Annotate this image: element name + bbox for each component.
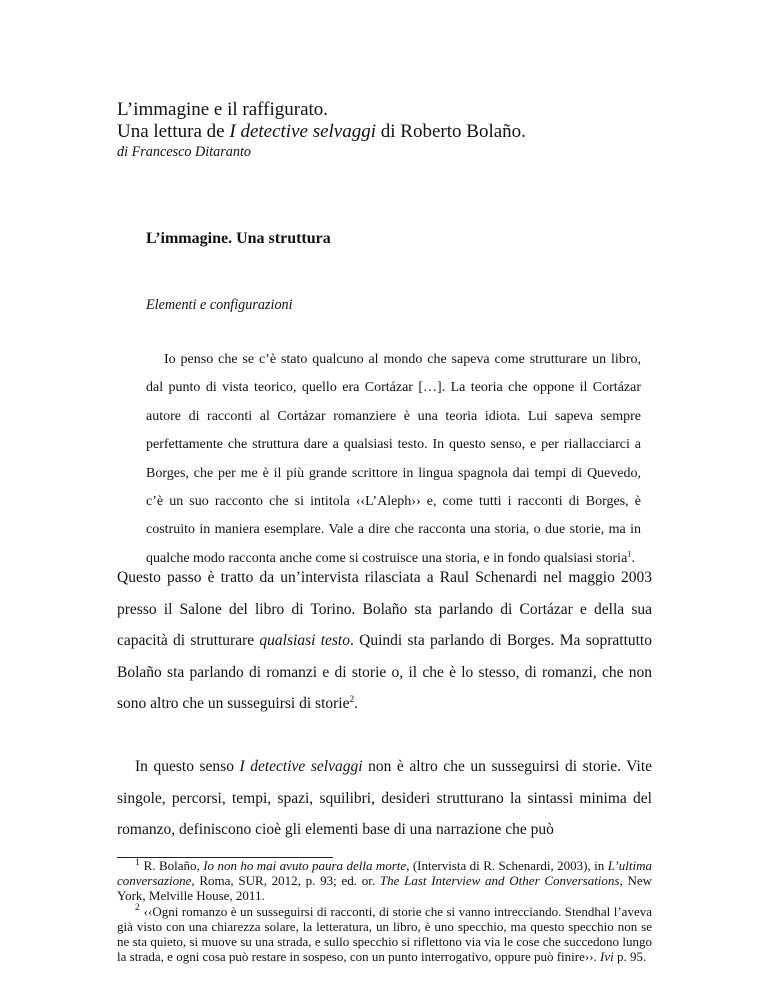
footnote-2-text-b: p. 95. (613, 949, 647, 965)
section-heading: L’immagine. Una struttura (146, 230, 331, 247)
footnote-1-number: 1 (135, 857, 140, 868)
paragraph-1-text-b: . Quindi sta parlando di Borges. Ma soprattutto Bolaño sta parlando di romanzi e di storie o, il che è lo stesso, di romanzi, che non sono altro che un susseguirsi di storie (117, 632, 652, 712)
paragraph-2-text-a: In questo senso (135, 758, 240, 775)
article-title (117, 99, 737, 143)
title-line-2-post: di Roberto Bolaño. (376, 121, 526, 142)
subsection-heading: Elementi e configurazioni (146, 297, 293, 313)
paragraph-1-text-a: Questo passo è tratto da un’intervista rilasciata a Raul Schenardi nel maggio 2003 presso il Salone del libro di Torino. Bolaño sta parlando di Cortázar e della sua capacità di strutturare (117, 569, 652, 649)
footnote-1-text-d: New York, Melville House, 2011. (117, 873, 653, 904)
quote-tail: . (631, 550, 635, 566)
footnote-2-italic-1: Ivi (600, 949, 614, 965)
title-line-2-pre: Una lettura de (117, 121, 230, 142)
footnote-1-italic-1: Io non ho mai avuto paura della morte (203, 858, 407, 873)
paragraph-1-italic: qualsiasi testo (259, 632, 350, 649)
footnote-1-italic-2: L’ultima conversazione (117, 858, 652, 889)
paragraph-1-tail: . (354, 695, 359, 712)
title-book-name: I detective selvaggi (229, 121, 377, 142)
body-paragraph-2 (117, 751, 652, 846)
footnote-ref-1[interactable]: 1 (627, 549, 632, 559)
footnote-1-text-a: R. Bolaño, (143, 858, 204, 873)
footnote-1-text-c: , Roma, SUR, 2012, p. 93; ed. or. (191, 873, 380, 889)
title-line-1: L’immagine e il raffigurato. (117, 99, 329, 120)
footnote-1 (117, 858, 652, 904)
footnote-ref-2[interactable]: 2 (349, 694, 355, 705)
footnote-2 (117, 904, 652, 965)
title-line-2 (117, 121, 737, 143)
body-paragraph-1 (117, 562, 652, 720)
author-byline: di Francesco Ditaranto (117, 144, 251, 160)
footnote-2-text-a: ‹‹Ogni romanzo è un susseguirsi di racconti, di storie che si vanno intrecciando. Stendhal l’aveva già visto con una chiarezza solare, la letteratura, un libro, è uno specchio, ma questo specchio non se ne sta quieto, si muove su una strada, e sullo specchio si riflettono via via le cose che succedono lungo la strada, e ogni cosa può restare in sospeso, con un punto interrogativo, oppure può finire››. (117, 903, 652, 965)
paragraph-2-text-b: non è altro che un susseguirsi di storie. Vite singole, percorsi, tempi, spazi, squilibri, desideri strutturano la sintassi minima del romanzo, definiscono cioè gli elementi base di una narrazione che può (117, 758, 653, 838)
footnote-2-number: 2 (135, 903, 140, 914)
block-quote (146, 346, 641, 573)
quote-text: Io penso che se c’è stato qualcuno al mondo che sapeva come strutturare un libro, dal punto di vista teorico, quello era Cortázar […]. La teoria che oppone il Cortázar autore di racconti al Cortázar romanziere è una teoria idiota. Lui sapeva sempre perfettamente che struttura dare a qualsiasi testo. In questo senso, e per riallacciarci a Borges, che per me è il più grande scrittore in lingua spagnola dai tempi di Quevedo, c’è un suo racconto che si intitola ‹‹L’Aleph›› e, come tutti i racconti di Borges, è costruito in maniera esemplare. Vale a dire che racconta una storia, o due storie, ma in qualche modo racconta anche come si costruisce una storia, e in fondo qualsiasi storia (146, 352, 641, 566)
footnote-1-italic-3: The Last Interview and Other Conversations, (379, 873, 623, 889)
footnotes (117, 858, 652, 964)
paragraph-2-italic: I detective selvaggi (239, 758, 363, 775)
footnote-1-text-b: , (Intervista di R. Schenardi, 2003), in (406, 858, 608, 873)
